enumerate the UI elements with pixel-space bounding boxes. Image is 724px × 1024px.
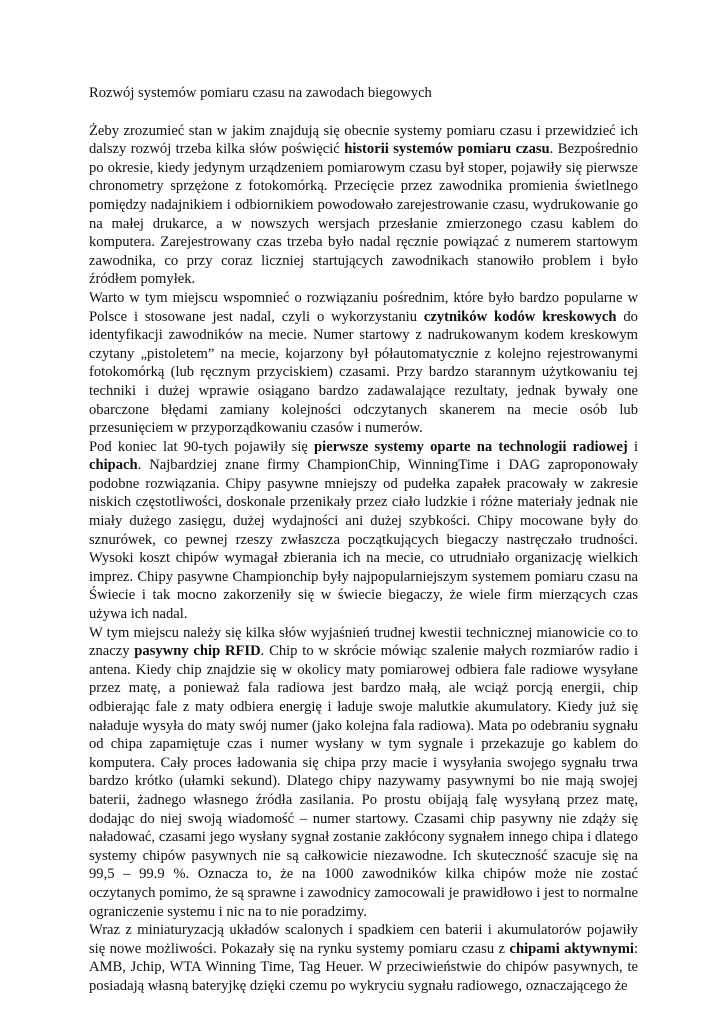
- text-run: . Najbardziej znane firmy ChampionChip, WinningTime i DAG zaproponowały podobne rozwiązania. Chipy pasywne mniejszy od pudełka zapałek pracowały w zakresie niskich częstotliwości, doskonale przenikały przez ciało ludzkie i różne materiały jednak nie miały dużego zasięgu, dużej wydajności ani dużej szybkości. Chipy mocowane były do sznurówek, co pewnej rzeszy zwłaszcza początkujących biegaczy nastręczało trudności. Wysoki koszt chipów wymagał zbierania ich na mecie, co utrudniało organizację wielkich imprez. Chipy pasywne Championchip były najpopularniejszym systemem pomiaru czasu na Świecie i tak mocno zakorzeniły się w świecie biegaczy, że wiele firm mierzących czas używa ich nadal.: [89, 457, 638, 623]
- text-run: Pod koniec lat 90-tych pojawiły się: [89, 438, 315, 455]
- bold-term: historii systemów pomiaru czasu: [344, 141, 550, 158]
- paragraph-radio-chips: [89, 438, 638, 624]
- paragraph-barcode: [89, 289, 638, 438]
- text-run: . Bezpośrednio po okresie, kiedy jedynym urządzeniem pomiarowym czasu był stoper, pojawiły się pierwsze chronometry sprzężone z fotokomórką. Przecięcie przez zawodnika promienia świetlnego pomiędzy nadajnikiem i odbiornikiem powodowało zarejestrowanie czasu, wydrukowanie go na małej drukarce, a w nowszych wersjach przesłanie zmierzonego czasu kablem do komputera. Zarejestrowany czas trzeba było nadal ręcznie powiązać z numerem startowym zawodnika, co przy coraz liczniej startujących zawodnikach stanowiło problem i było źródłem pomyłek.: [89, 141, 639, 288]
- bold-term: chipami aktywnymi: [509, 940, 634, 957]
- bold-term: pierwsze systemy oparte na technologii radiowej: [314, 438, 628, 455]
- text-run: Żeby zrozumieć stan w jakim znajdują się obecnie systemy pomiaru czasu i przewidzieć ich dalszy rozwój trzeba kilka słów poświęcić: [89, 122, 638, 158]
- text-run: W tym miejscu należy się kilka słów wyjaśnień trudnej kwestii technicznej mianowicie co to znaczy: [89, 624, 638, 660]
- paragraph-history: [89, 122, 638, 289]
- paragraph-passive-rfid: [89, 624, 638, 922]
- bold-term: czytników kodów kreskowych: [423, 308, 617, 325]
- text-run: Warto w tym miejscu wspomnieć o rozwiązaniu pośrednim, które było bardzo popularne w Polsce i stosowane jest nadal, czyli o wykorzystaniu: [89, 289, 638, 325]
- bold-term: chipach: [89, 457, 138, 474]
- text-run: : AMB, Jchip, WTA Winning Time, Tag Heuer. W przeciwieństwie do chipów pasywnych, te posiadają własną bateryjkę dzięki czemu po wykryciu sygnału radiowego, oznaczającego że: [89, 940, 638, 994]
- paragraph-active-chips: [89, 921, 638, 995]
- document-title: Rozwój systemów pomiaru czasu na zawodach biegowych: [89, 85, 432, 101]
- text-run: i: [627, 438, 638, 455]
- text-run: . Chip to w skrócie mówiąc szalenie małych rozmiarów radio i antena. Kiedy chip znajdzie się w okolicy maty pomiarowej odbiera fale radiowe wysyłane przez matę, a ponieważ fala radiowa jest bardzo małą, ale wciąż porcją energii, chip odbierając fale z maty odbiera energię i ładuje swoje malutkie akumulatory. Kiedy już się naładuje wysyła do maty swój numer (jako kolejna fala radiowa). Mata po odebraniu sygnału od chipa zapamiętuje czas i numer wysłany w tym sygnale i przekazuje go kablem do komputera. Cały proces ładowania się chipa przy macie i wysyłania swojego sygnału trwa bardzo krótko (ułamki sekund). Dlatego chipy nazywamy pasywnymi bo nie mają swojej baterii, żadnego własnego źródła zasilania. Po prostu obijają falę wysyłaną przez matę, dodając do niej swoją wiadomość – numer startowy. Czasami chip pasywny nie zdąży się naładować, czasami jego wysłany sygnał zostanie zakłócony sygnałem innego chipa i dlatego systemy chipów pasywnych nie są całkowicie niezawodne. Ich skuteczność szacuje się na 99,5 – 99.9 %. Oznacza to, że na 1000 zawodników kilka chipów może nie zostać oczytanych pomimo, że są sprawne i zawodnicy zamocowali je prawidłowo i jest to normalne ograniczenie systemu i nic na to nie poradzimy.: [89, 643, 638, 920]
- text-run: Wraz z miniaturyzacją układów scalonych i spadkiem cen baterii i akumulatorów pojawiły się nowe możliwości. Pokazały się na rynku systemy pomiaru czasu z: [89, 922, 638, 957]
- text-run: do identyfikacji zawodników na mecie. Numer startowy z nadrukowanym kodem kreskowym czytany „pistoletem” na mecie, kojarzony był półautomatycznie z kolejno rejestrowanymi fotokomórką (lub ręcznym przyciskiem) czasami. Przy bardzo starannym użytkowaniu tej techniki i dużej wprawie osiągano bardzo zadawalające rezultaty, jednak bywały one obarczone błędami zamiany kolejności odczytanych skanerem na mecie osób lub przesunięciem w przyporządkowaniu czasów i numerów.: [89, 308, 638, 437]
- document-page: [89, 84, 638, 996]
- bold-term: pasywny chip RFID: [134, 643, 261, 660]
